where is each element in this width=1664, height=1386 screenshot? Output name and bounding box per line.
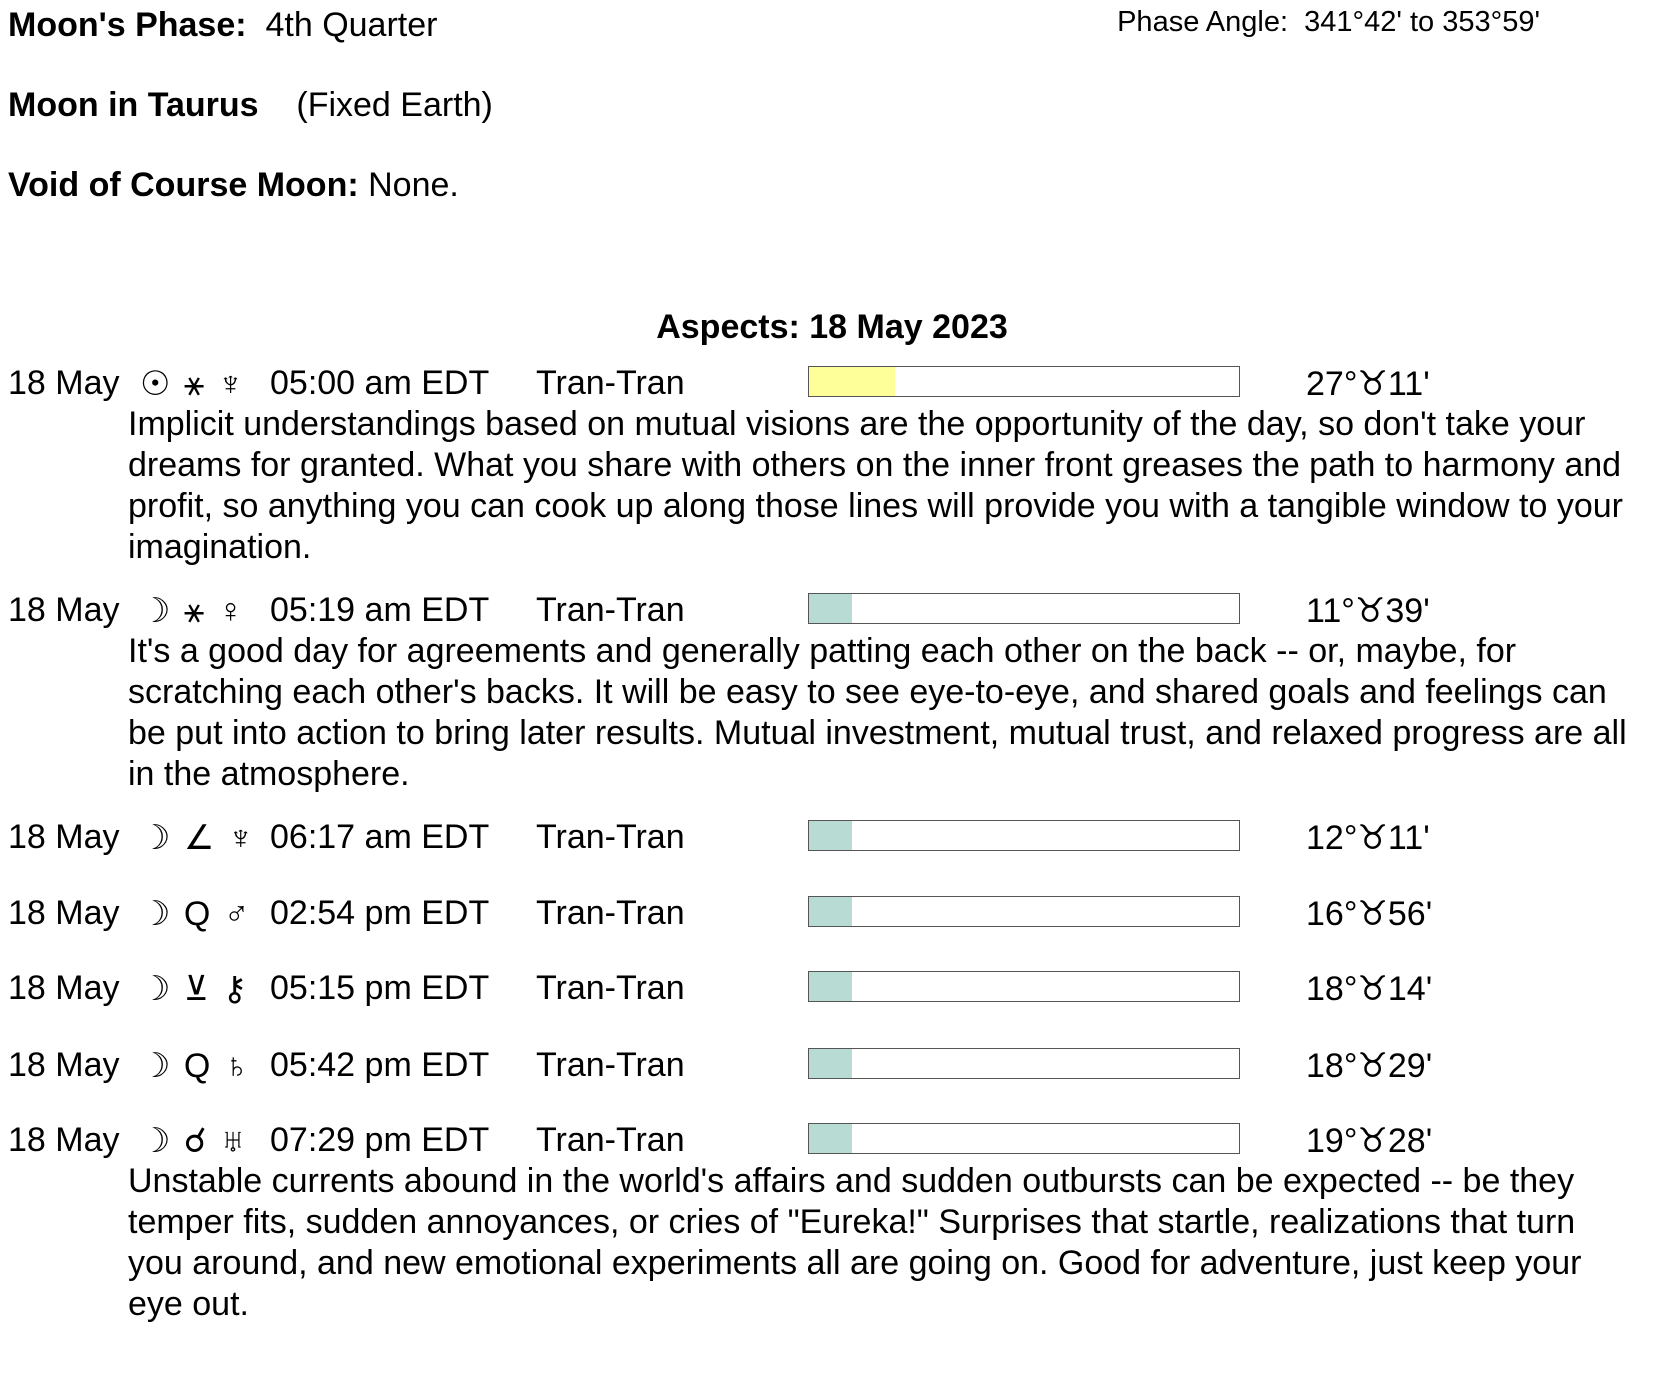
strength-bar-fill [809, 1124, 852, 1153]
phase-angle-value: 341°42' to 353°59' [1304, 6, 1540, 38]
aspect-row [0, 1046, 1664, 1086]
aspect-date: 18 May [8, 1121, 120, 1159]
aspect-description: Unstable currents abound in the world's affairs and sudden outbursts can be expected -- be they temper fits, sudden annoyances, or cries of "Eureka!" Surprises that startle, realizations that turn you around, and new emotional experiments all are going on. Good for adventure, just keep your eye out. [128, 1162, 1582, 1323]
aspect-glyphs: ☽ Q ♂ [140, 895, 252, 933]
strength-bar-fill [809, 972, 852, 1001]
aspect-item [0, 1121, 1664, 1325]
aspect-item [0, 818, 1664, 858]
aspect-position: 18°♉14' [1306, 970, 1433, 1008]
aspect-position: 16°♉56' [1306, 895, 1433, 933]
aspect-position: 19°♉28' [1306, 1122, 1433, 1160]
aspect-position: 11°♉39' [1306, 592, 1430, 630]
aspect-type: Tran-Tran [536, 818, 685, 856]
void-of-course-value: None. [368, 166, 459, 204]
aspect-type: Tran-Tran [536, 1046, 685, 1084]
strength-bar-fill [809, 594, 852, 623]
aspect-type: Tran-Tran [536, 969, 685, 1007]
aspect-date: 18 May [8, 969, 120, 1007]
aspects-title: Aspects: 18 May 2023 [656, 308, 1008, 346]
aspect-row [0, 818, 1664, 858]
aspect-position: 18°♉29' [1306, 1047, 1433, 1085]
aspect-date: 18 May [8, 591, 120, 629]
aspect-time: 05:42 pm EDT [270, 1046, 490, 1084]
aspect-date: 18 May [8, 894, 120, 932]
aspect-glyphs: ☽ ☌ ♅ [140, 1122, 248, 1160]
aspect-date: 18 May [8, 1046, 120, 1084]
moon-phase-label: Moon's Phase: [8, 6, 247, 44]
strength-bar [808, 971, 1240, 1002]
aspect-item [0, 591, 1664, 795]
aspect-type: Tran-Tran [536, 894, 685, 932]
void-of-course-line [8, 166, 459, 205]
aspect-time: 05:00 am EDT [270, 364, 490, 402]
strength-bar [808, 366, 1240, 397]
aspect-glyphs: ☽ Q ♄ [140, 1047, 252, 1085]
strength-bar [808, 1123, 1240, 1154]
aspect-type: Tran-Tran [536, 1121, 685, 1159]
moon-sign-line [8, 86, 493, 125]
aspect-glyphs: ☽ ∠ ♆ [140, 819, 256, 857]
strength-bar [808, 1048, 1240, 1079]
aspect-time: 02:54 pm EDT [270, 894, 490, 932]
aspect-glyphs: ☉ ⚹ ♆ [140, 365, 246, 403]
aspect-time: 05:19 am EDT [270, 591, 490, 629]
moon-phase-value: 4th Quarter [265, 6, 438, 44]
moon-sign-label: Moon in Taurus [8, 86, 259, 124]
aspect-row [0, 1121, 1664, 1161]
aspect-item [0, 364, 1664, 568]
aspect-glyphs: ☽ ⊻ ⚷ [140, 970, 250, 1008]
strength-bar-fill [809, 821, 852, 850]
strength-bar-fill [809, 1049, 852, 1078]
aspect-item [0, 969, 1664, 1009]
strength-bar-fill [809, 367, 895, 396]
aspect-time: 05:15 pm EDT [270, 969, 490, 1007]
phase-angle-label: Phase Angle: [1117, 6, 1289, 38]
strength-bar [808, 593, 1240, 624]
strength-bar [808, 896, 1240, 927]
aspect-date: 18 May [8, 364, 120, 402]
aspect-row [0, 591, 1664, 631]
aspect-row [0, 969, 1664, 1009]
aspect-type: Tran-Tran [536, 364, 685, 402]
aspect-time: 07:29 pm EDT [270, 1121, 490, 1159]
aspect-item [0, 894, 1664, 934]
aspect-type: Tran-Tran [536, 591, 685, 629]
aspect-description: Implicit understandings based on mutual visions are the opportunity of the day, so don't take your dreams for granted. What you share with others on the inner front greases the path to harmony and profit, so anything you can cook up along those lines will provide you with a tangible window to your imagination. [128, 405, 1623, 566]
aspect-row [0, 894, 1664, 934]
aspect-glyphs: ☽ ⚹ ♀ [140, 592, 246, 630]
moon-phase-line [8, 6, 437, 45]
moon-sign-detail: (Fixed Earth) [296, 86, 493, 124]
aspect-row [0, 364, 1664, 404]
aspect-position: 27°♉11' [1306, 365, 1430, 403]
phase-angle-line [1117, 6, 1540, 39]
aspect-item [0, 1046, 1664, 1086]
strength-bar-fill [809, 897, 852, 926]
void-of-course-label: Void of Course Moon: [8, 166, 359, 204]
aspect-position: 12°♉11' [1306, 819, 1430, 857]
strength-bar [808, 820, 1240, 851]
aspect-date: 18 May [8, 818, 120, 856]
aspect-description: It's a good day for agreements and generally patting each other on the back -- or, maybe, for scratching each other's backs. It will be easy to see eye-to-eye, and shared goals and feelings can be put into action to bring later results. Mutual investment, mutual trust, and relaxed progress are all in the atmosphere. [128, 632, 1627, 793]
aspect-time: 06:17 am EDT [270, 818, 490, 856]
